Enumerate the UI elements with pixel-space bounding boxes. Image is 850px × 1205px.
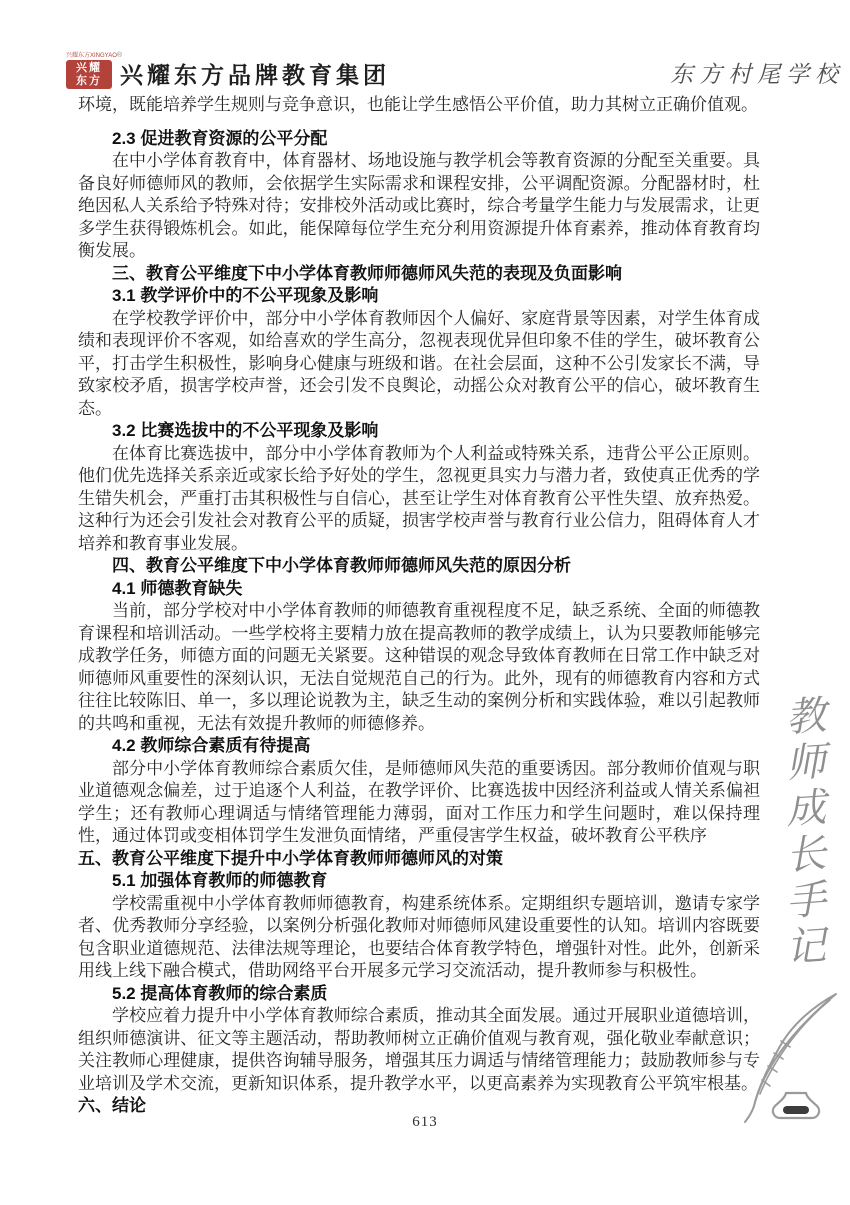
watermark-char: 成 — [784, 784, 828, 833]
watermark-char: 教 — [784, 692, 828, 741]
watermark-char: 长 — [784, 830, 828, 879]
seal-row: 东方 — [76, 74, 102, 87]
brand-seal-logo — [66, 52, 123, 92]
brand-name: 兴耀东方品牌教育集团 — [120, 63, 390, 88]
subsection-heading-4-1: 4.1 师德教育缺失 — [112, 578, 243, 598]
section-heading-6: 六、结论 — [78, 1096, 146, 1115]
paragraph: 当前，部分学校对中小学体育教师的师德教育重视程度不足，缺乏系统、全面的师德教育课程和培训活动。一些学校将主要精力放在提高教师的教学成绩上，认为只要教师能够完成教学任务，师德方面的问题无关紧要。这种错误的观念导致体育教师在日常工作中缺乏对师德师风重要性的深刻认识，无法自觉规范自己的行为。此外，现有的师德教育内容和方式往往比较陈旧、单一，多以理论说教为主，缺乏生动的案例分析和实践体验，难以引起教师的共鸣和重视，无法有效提升教师的师德修养。 — [78, 601, 760, 733]
watermark-char: 师 — [784, 738, 828, 787]
subsection-heading-2-3: 2.3 促进教育资源的公平分配 — [112, 128, 328, 148]
subsection-heading-5-2: 5.2 提高体育教师的综合素质 — [112, 983, 328, 1003]
subsection-heading-5-1: 5.1 加强体育教师的师德教育 — [112, 871, 328, 890]
paragraph: 在学校教学评价中，部分中小学体育教师因个人偏好、家庭背景等因素，对学生体育成绩和表现评价不客观，如给喜欢的学生高分，忽视表现优异但印象不佳的学生，破坏教育公平，打击学生积极性，影响身心健康与班级和谐。在社会层面，这种不公引发家长不满，导致家校矛盾，损害学校声誉，还会引发不良舆论，动摇公众对教育公平的信心，破坏教育生态。 — [78, 308, 760, 418]
subsection-heading-4-2: 4.2 教师综合素质有待提高 — [112, 736, 311, 755]
section-heading-4: 四、教育公平维度下中小学体育教师师德师风失范的原因分析 — [112, 556, 571, 575]
section-heading-5: 五、教育公平维度下提升中小学体育教师师德师风的对策 — [78, 848, 503, 868]
body-content — [78, 94, 760, 1118]
watermark-char: 记 — [784, 922, 828, 971]
watermark-char: 手 — [784, 876, 828, 925]
registered-trademark-icon: ® — [116, 52, 123, 59]
paragraph: 部分中小学体育教师综合素质欠佳，是师德师风失范的重要诱因。部分教师价值观与职业道德观念偏差，过于追逐个人利益，在教学评价、比赛选拔中因经济利益或人情关系偏袒学生；还有教师心理调适与情绪管理能力薄弱，面对工作压力和学生问题时，难以保持理性，通过体罚或变相体罚学生发泄负面情绪，严重侵害学生权益，破坏教育公平秩序 — [78, 758, 760, 845]
subsection-heading-3-2: 3.2 比赛选拔中的不公平现象及影响 — [112, 421, 379, 440]
logo-tagline-text: 兴耀东方XINGYAO — [66, 53, 117, 59]
section-heading-3: 三、教育公平维度下中小学体育教师师德师风失范的表现及负面影响 — [112, 263, 622, 283]
subsection-heading-3-1: 3.1 教学评价中的不公平现象及影响 — [112, 286, 379, 305]
logo-tagline — [66, 52, 123, 60]
seal-row: 兴耀 — [76, 61, 102, 74]
paragraph: 学校应着力提升中小学体育教师综合素质，推动其全面发展。通过开展职业道德培训，组织师德演讲、征文等主题活动，帮助教师树立正确价值观与教育观，强化敬业奉献意识；关注教师心理健康，提供咨询辅导服务，增强其压力调适与情绪管理能力；鼓励教师参与专业培训及学术交流，更新知识体系，提升教学水平，以更高素养为实现教育公平筑牢根基。 — [78, 1006, 760, 1093]
watermark-vertical-text — [776, 694, 836, 970]
school-name: 东方村尾学校 — [670, 62, 844, 87]
red-seal-icon — [66, 60, 112, 89]
continuation-line: 环境，既能培养学生规则与竞争意识，也能让学生感悟公平价值，助力其树立正确价值观。 — [78, 95, 758, 114]
page-number: 613 — [412, 1114, 438, 1130]
paragraph: 学校需重视中小学体育教师师德教育，构建系统体系。定期组织专题培训，邀请专家学者、优秀教师分享经验，以案例分析强化教师对师德师风建设重要性的认知。培训内容既要包含职业道德规范、法律法规等理论，也要结合体育教学特色，增强针对性。此外，创新采用线上线下融合模式，借助网络平台开展多元学习交流活动，提升教师参与积极性。 — [78, 893, 760, 980]
quill-and-ink-icon — [740, 990, 850, 1128]
paragraph: 在中小学体育教育中，体育器材、场地设施与教学机会等教育资源的分配至关重要。具备良好师德师风的教师，会依据学生实际需求和课程安排，公平调配资源。分配器材时，杜绝因私人关系给予特殊对待；安排校外活动或比赛时，综合考量学生能力与发展需求，让更多学生获得锻炼机会。如此，能保障每位学生充分利用资源提升体育素养，推动体育教育均衡发展。 — [78, 151, 760, 260]
paragraph: 在体育比赛选拔中，部分中小学体育教师为个人利益或特殊关系，违背公平公正原则。他们优先选择关系亲近或家长给予好处的学生，忽视更具实力与潜力者，致使真正优秀的学生错失机会，严重打击其积极性与自信心，甚至让学生对体育教育公平性失望、放弃热爱。这种行为还会引发社会对教育公平的质疑，损害学校声誉与教育行业公信力，阻碍体育人才培养和教育事业发展。 — [78, 443, 760, 553]
